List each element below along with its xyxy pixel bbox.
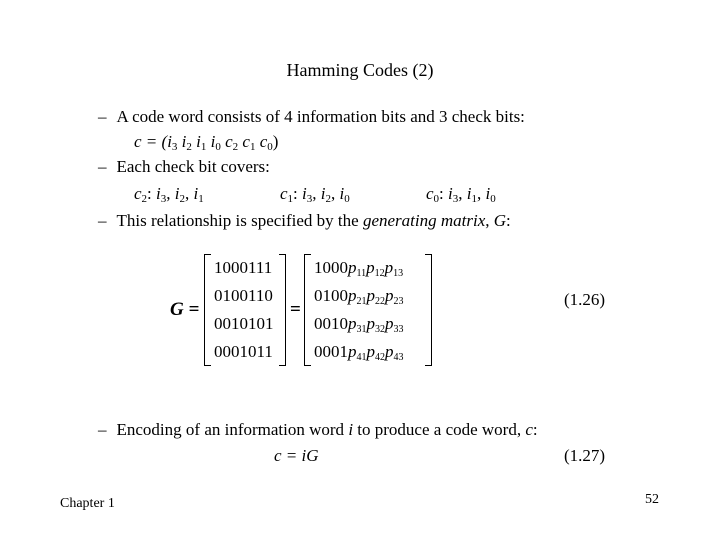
parity-entry: $p_{21}$ [348,286,367,307]
matrix-left-bracket [204,254,211,366]
footer-chapter: Chapter 1 [60,496,115,511]
codeword-terms [167,132,273,151]
codeword-term: $i_0$ [210,132,221,153]
coverage-c1: $c_1$: $i_3$, $i_2$, $i_0$ [280,184,350,205]
parity-entry: $p_{22}$ [366,286,385,307]
page-number: 52 [645,492,659,507]
parity-entry: $p_{32}$ [366,314,385,335]
matrix-lhs: G = [170,299,200,320]
coverage-c0: $c_0$: $i_3$, $i_1$, $i_0$ [426,184,496,205]
encoding-formula: c = iG [274,446,319,465]
slide-title: Hamming Codes (2) [286,60,434,80]
equation-number-1-26: (1.26) [564,290,606,309]
parity-entry: $p_{43}$ [385,342,404,363]
bullet-dash: – [98,420,107,439]
matrix-g-binary [204,254,286,366]
matrix-row: $0100p_{21}p_{22}p_{23}$ [314,286,404,307]
bullet-generating-matrix: – This relationship is specified by the generating matrix, G: [98,211,511,230]
matrix-row: 1000111 [214,258,273,277]
matrix-right-bracket [279,254,286,366]
parity-entry: $p_{41}$ [348,342,367,363]
codeword-term: $c_0$ [259,132,273,153]
bullet-dash: – [98,107,107,126]
matrix-right-bracket [425,254,432,366]
parity-entry: $p_{33}$ [385,314,404,335]
generating-matrix-term: generating matrix [362,211,486,230]
equation-number-1-27: (1.27) [564,446,606,465]
parity-entry: $p_{23}$ [385,286,404,307]
codeword-term: $i_2$ [181,132,192,153]
bullet-text: Each check bit covers: [116,157,270,176]
codeword-definition [134,132,278,152]
matrix-g-parity [304,254,432,366]
coverage-c2: $c_2$: $i_3$, $i_2$, $i_1$ [134,184,204,205]
codeword-term: $i_3$ [167,132,178,153]
matrix-row: 0010101 [214,314,274,333]
parity-entry: $p_{11}$ [348,258,367,279]
matrix-row: $0010p_{31}p_{32}p_{33}$ [314,314,404,335]
codeword-term: $c_2$ [225,132,239,153]
parity-entry: $p_{12}$ [366,258,385,279]
matrix-row: 0001011 [214,342,273,361]
bullet-encoding: – Encoding of an information word i to produce a code word, c: [98,420,538,439]
bullet-check-bits [98,157,270,177]
codeword-term: $i_1$ [196,132,207,153]
codeword-prefix: c = ( [134,132,168,151]
matrix-row: $0001p_{41}p_{42}p_{43}$ [314,342,404,363]
parity-entry: $p_{31}$ [348,314,367,335]
parity-entry: $p_{13}$ [384,258,404,279]
bullet-dash: – [98,157,107,176]
codeword-suffix: ) [272,132,279,151]
matrix-equals: = [290,299,301,320]
matrix-row: $1000p_{11}p_{12}p_{13}$ [314,258,404,279]
codeword-term: $c_1$ [242,132,256,153]
matrix-left-bracket [304,254,311,366]
bullet-code-word [98,107,525,127]
parity-entry: $p_{42}$ [366,342,385,363]
bullet-dash: – [98,211,107,230]
matrix-row: 0100110 [214,286,273,305]
bullet-text: A code word consists of 4 information bits and 3 check bits: [116,107,525,126]
